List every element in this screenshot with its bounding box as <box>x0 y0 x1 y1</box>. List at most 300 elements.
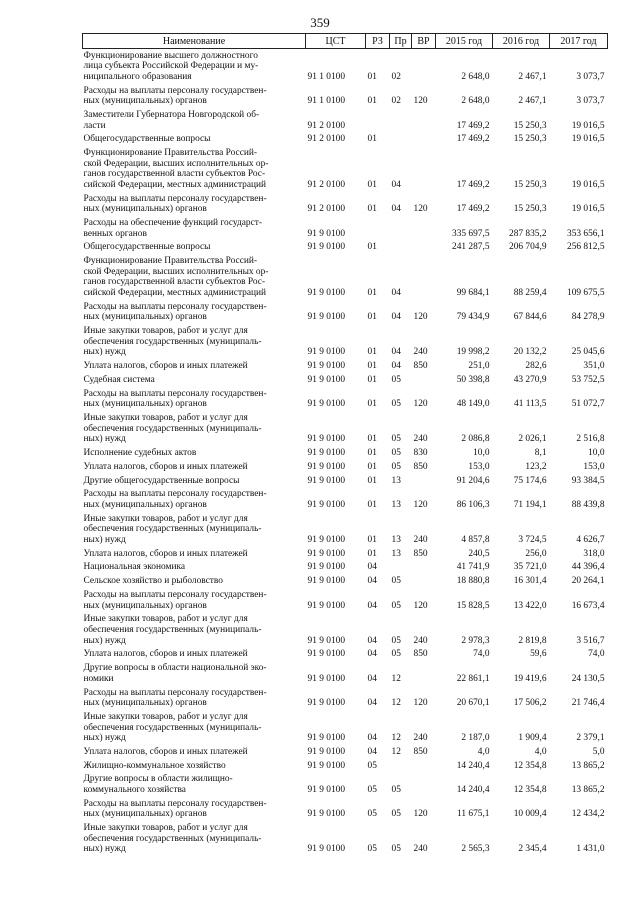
budget-table <box>82 33 608 857</box>
row-pr: 05 <box>391 434 401 445</box>
row-rz: 05 <box>367 844 377 855</box>
row-2015: 2 187,0 <box>461 733 490 744</box>
row-2017: 3 516,7 <box>576 635 605 646</box>
row-2016: 10 009,4 <box>513 809 547 820</box>
table-row <box>83 588 608 612</box>
row-name: Сельское хозяйство и рыболовство <box>83 576 223 587</box>
table-row <box>83 662 608 686</box>
row-cst: 91 9 0100 <box>307 698 345 709</box>
row-pr <box>390 216 412 240</box>
row-vr: 850 <box>413 649 428 660</box>
row-rz: 01 <box>367 134 377 145</box>
row-name: Расходы на обеспечение функций государст- венных органов <box>83 218 263 239</box>
table-row <box>83 773 608 797</box>
table-row <box>83 575 608 589</box>
row-2016: 15 250,3 <box>513 134 547 145</box>
row-name: Другие вопросы в области национальной эко- номики <box>83 663 267 684</box>
row-2015: 15 828,5 <box>456 600 490 611</box>
row-cst: 91 2 0100 <box>307 204 345 215</box>
row-vr: 120 <box>413 499 428 510</box>
table-row <box>83 300 608 324</box>
row-2017: 21 746,4 <box>571 698 605 709</box>
row-2015: 17 469,2 <box>456 204 490 215</box>
table-row <box>83 613 608 648</box>
table-row <box>83 474 608 488</box>
row-name: Иные закупки товаров, работ и услуг для обеспечения государственных (муниципаль- ных) нужд <box>83 711 262 744</box>
row-vr: 120 <box>413 312 428 323</box>
row-2017: 24 130,5 <box>571 673 605 684</box>
row-2016: 12 354,8 <box>513 785 547 796</box>
row-2016: 123,2 <box>525 461 547 472</box>
header-cst: ЦСТ <box>306 34 366 49</box>
row-2017: 19 016,5 <box>571 134 605 145</box>
row-name: Уплата налогов, сборов и иных платежей <box>83 361 248 372</box>
row-cst: 91 9 0100 <box>307 434 345 445</box>
row-name: Расходы на выплаты персоналу государствен- ных (муниципальных) органов <box>83 590 267 611</box>
row-vr: 850 <box>413 746 428 757</box>
row-pr: 12 <box>391 673 401 684</box>
row-name: Иные закупки товаров, работ и услуг для обеспечения государственных (муниципаль- ных) нужд <box>83 413 262 445</box>
row-name: Иные закупки товаров, работ и услуг для обеспечения государственных (муниципаль- ных) нужд <box>83 614 262 646</box>
row-2017: 20 264,1 <box>571 576 605 587</box>
row-rz <box>366 216 390 240</box>
row-vr: 120 <box>413 204 428 215</box>
row-2016: 59,6 <box>530 649 547 660</box>
row-name: Общегосударственные вопросы <box>83 134 211 145</box>
row-pr: 05 <box>391 600 401 611</box>
row-rz: 05 <box>367 785 377 796</box>
row-rz: 01 <box>367 347 377 358</box>
row-vr <box>412 759 436 773</box>
row-rz: 01 <box>367 475 377 486</box>
row-2017: 19 016,5 <box>571 120 605 131</box>
row-rz: 01 <box>367 434 377 445</box>
row-cst: 91 9 0100 <box>307 448 345 458</box>
row-name: Судебная система <box>83 374 155 385</box>
row-2015: 2 648,0 <box>461 96 490 107</box>
row-name: Расходы на выплаты персоналу государствен- ных (муниципальных) органов <box>83 489 267 510</box>
row-name: Другие общегосударственные вопросы <box>83 475 240 486</box>
row-name: Расходы на выплаты персоналу государствен- ных (муниципальных) органов <box>83 798 267 820</box>
row-rz: 01 <box>367 204 377 215</box>
row-pr: 05 <box>391 635 401 646</box>
row-2016: 4,0 <box>534 746 547 757</box>
row-2016: 43 270,9 <box>513 374 547 385</box>
row-rz: 01 <box>367 179 377 190</box>
row-cst: 91 1 0100 <box>307 71 345 82</box>
row-name: Расходы на выплаты персоналу государствен- ных (муниципальных) органов <box>83 85 267 107</box>
row-rz: 04 <box>367 635 377 646</box>
row-2015: 10,0 <box>473 448 490 458</box>
row-vr <box>412 241 436 255</box>
row-cst: 91 9 0100 <box>307 562 345 573</box>
row-2016: 19 419,6 <box>513 673 547 684</box>
row-cst: 91 9 0100 <box>307 287 345 298</box>
row-cst: 91 9 0100 <box>307 785 345 796</box>
table-row <box>83 797 608 821</box>
row-name: Иные закупки товаров, работ и услуг для обеспечения государственных (муниципаль- ных) нужд <box>83 513 262 545</box>
row-name: Иные закупки товаров, работ и услуг для обеспечения государственных (муниципаль- ных) нужд <box>83 823 262 855</box>
row-pr: 04 <box>391 347 401 358</box>
row-2015: 4,0 <box>477 746 490 757</box>
row-vr: 120 <box>413 399 428 410</box>
row-pr <box>390 241 412 255</box>
row-cst: 91 9 0100 <box>307 548 345 559</box>
row-2015: 99 684,1 <box>456 287 490 298</box>
row-2017: 88 439,8 <box>571 499 605 510</box>
row-2015: 241 287,5 <box>452 242 490 253</box>
row-2016: 12 354,8 <box>513 760 547 771</box>
row-name: Расходы на выплаты персоналу государствен- ных (муниципальных) органов <box>83 301 267 323</box>
row-2015: 20 670,1 <box>456 698 490 709</box>
row-rz: 01 <box>367 96 377 107</box>
row-2017: 51 072,7 <box>571 399 605 410</box>
row-cst: 91 9 0100 <box>307 635 345 646</box>
row-rz: 01 <box>367 71 377 82</box>
row-vr: 240 <box>413 534 428 545</box>
row-cst: 91 9 0100 <box>307 673 345 684</box>
row-name: Расходы на выплаты персоналу государствен- ных (муниципальных) органов <box>83 388 267 410</box>
table-row <box>83 822 608 857</box>
table-row <box>83 547 608 561</box>
row-pr: 05 <box>391 785 401 796</box>
table-row <box>83 710 608 745</box>
row-2015: 2 086,8 <box>461 434 490 445</box>
row-2016: 16 301,4 <box>513 576 547 587</box>
row-2017: 19 016,5 <box>571 204 605 215</box>
row-rz: 04 <box>367 576 377 587</box>
row-vr <box>412 133 436 147</box>
row-pr: 05 <box>391 576 401 587</box>
row-vr: 850 <box>413 461 428 472</box>
row-2016: 206 704,9 <box>509 242 547 253</box>
row-name: Национальная экономика <box>83 562 186 573</box>
row-pr: 04 <box>391 204 401 215</box>
row-name: Функционирование высшего должностного лица субъекта Российской Федерации и му- ниципального образования <box>83 50 259 82</box>
row-rz: 01 <box>367 242 377 253</box>
row-rz: 01 <box>367 399 377 410</box>
row-2016: 282,6 <box>525 361 547 372</box>
row-vr <box>412 108 436 132</box>
row-vr: 240 <box>413 635 428 646</box>
row-2016: 17 506,2 <box>513 698 547 709</box>
table-row <box>83 49 608 84</box>
row-2017: 10,0 <box>588 448 605 458</box>
row-vr <box>412 373 436 387</box>
row-2017: 318,0 <box>583 548 605 559</box>
row-rz: 01 <box>367 361 377 372</box>
row-2015: 2 978,3 <box>461 635 490 646</box>
row-pr: 05 <box>391 844 401 855</box>
row-name: Исполнение судебных актов <box>83 448 197 458</box>
row-2017: 12 434,2 <box>571 809 605 820</box>
row-name: Другие вопросы в области жилищно- коммунального хозяйства <box>83 774 233 796</box>
row-name: Расходы на выплаты персоналу государствен- ных (муниципальных) органов <box>83 687 267 709</box>
row-cst: 91 9 0100 <box>307 242 345 253</box>
row-2016: 2 026,1 <box>518 434 547 445</box>
row-2016: 15 250,3 <box>513 179 547 190</box>
row-2017: 3 073,7 <box>576 96 605 107</box>
row-rz: 01 <box>367 534 377 545</box>
row-2015: 335 697,5 <box>452 228 490 239</box>
row-rz: 04 <box>367 649 377 660</box>
table-row <box>83 360 608 374</box>
row-pr: 05 <box>391 809 401 820</box>
row-2015: 240,5 <box>468 548 490 559</box>
table-row <box>83 759 608 773</box>
row-2015: 91 204,6 <box>456 475 490 486</box>
row-vr: 120 <box>413 698 428 709</box>
row-rz: 01 <box>367 312 377 323</box>
row-pr: 12 <box>391 698 401 709</box>
header-rz: РЗ <box>366 34 390 49</box>
row-2017: 2 516,8 <box>576 434 605 445</box>
row-name: Жилищно-коммунальное хозяйство <box>83 760 226 771</box>
row-cst: 91 2 0100 <box>307 120 345 131</box>
row-2016: 287 835,2 <box>509 228 547 239</box>
row-vr <box>412 49 436 84</box>
row-pr <box>390 561 412 575</box>
header-pr: Пр <box>390 34 412 49</box>
row-vr: 120 <box>413 600 428 611</box>
row-2015: 251,0 <box>468 361 490 372</box>
table-row <box>83 648 608 662</box>
row-vr <box>412 773 436 797</box>
row-cst: 91 9 0100 <box>307 461 345 472</box>
row-2017: 1 431,0 <box>576 844 605 855</box>
header-2016: 2016 год <box>493 34 550 49</box>
row-pr: 05 <box>391 399 401 410</box>
row-rz: 05 <box>367 760 377 771</box>
page-number: 359 <box>310 15 330 30</box>
row-rz <box>366 108 390 132</box>
row-2015: 18 880,8 <box>456 576 490 587</box>
row-rz: 05 <box>367 809 377 820</box>
row-2015: 4 857,8 <box>461 534 490 545</box>
row-vr: 240 <box>413 434 428 445</box>
row-pr: 05 <box>391 374 401 385</box>
row-pr: 12 <box>391 733 401 744</box>
row-vr <box>412 255 436 301</box>
row-2016: 256,0 <box>525 548 547 559</box>
row-pr: 02 <box>391 96 401 107</box>
row-2016: 15 250,3 <box>513 120 547 131</box>
row-name: Функционирование Правительства Россий- ской Федерации, высших исполнительных ор- ганов государственной власти субъектов Рос- сийской Федерации, местных администраций <box>83 148 269 190</box>
row-pr <box>390 759 412 773</box>
table-row <box>83 561 608 575</box>
table-row <box>83 373 608 387</box>
row-cst: 91 9 0100 <box>307 228 345 239</box>
row-rz: 04 <box>367 562 377 573</box>
row-pr <box>390 133 412 147</box>
header-2017: 2017 год <box>550 34 608 49</box>
row-pr: 13 <box>391 534 401 545</box>
table-row <box>83 192 608 216</box>
row-cst: 91 9 0100 <box>307 844 345 855</box>
row-cst: 91 2 0100 <box>307 179 345 190</box>
row-rz: 04 <box>367 746 377 757</box>
row-2017: 353 656,1 <box>567 228 605 239</box>
table-row <box>83 446 608 460</box>
row-cst: 91 2 0100 <box>307 134 345 145</box>
row-2017: 2 379,1 <box>576 733 605 744</box>
row-name: Уплата налогов, сборов и иных платежей <box>83 649 248 660</box>
row-rz: 01 <box>367 448 377 458</box>
table-row <box>83 745 608 759</box>
row-2016: 2 467,1 <box>518 96 547 107</box>
row-vr: 240 <box>413 844 428 855</box>
row-vr <box>412 216 436 240</box>
row-rz: 04 <box>367 698 377 709</box>
row-cst: 91 9 0100 <box>307 649 345 660</box>
row-2016: 35 721,0 <box>513 562 547 573</box>
header-name: Наименование <box>83 34 306 49</box>
row-2016: 15 250,3 <box>513 204 547 215</box>
row-name: Заместители Губернатора Новгородской об- ласти <box>83 109 260 131</box>
row-2017: 5,0 <box>592 746 605 757</box>
row-2016: 41 113,5 <box>514 399 547 410</box>
row-2017: 93 384,5 <box>571 475 605 486</box>
row-2015: 17 469,2 <box>456 120 490 131</box>
row-rz: 01 <box>367 548 377 559</box>
row-2017: 74,0 <box>588 649 605 660</box>
row-pr: 12 <box>391 746 401 757</box>
row-vr <box>412 561 436 575</box>
row-cst: 91 9 0100 <box>307 600 345 611</box>
row-2016: 67 844,6 <box>513 312 547 323</box>
table-row <box>83 488 608 512</box>
row-pr: 05 <box>391 448 401 458</box>
row-cst: 91 1 0100 <box>307 96 345 107</box>
header-row <box>83 34 608 49</box>
row-2016: 88 259,4 <box>513 287 547 298</box>
header-2015: 2015 год <box>436 34 493 49</box>
row-2016: 75 174,6 <box>513 475 547 486</box>
row-2015: 11 675,1 <box>457 809 490 820</box>
row-vr: 120 <box>413 809 428 820</box>
row-vr <box>412 147 436 193</box>
header-vr: ВР <box>412 34 436 49</box>
row-2015: 19 998,2 <box>456 347 490 358</box>
row-name: Общегосударственные вопросы <box>83 242 211 253</box>
row-2016: 13 422,0 <box>513 600 547 611</box>
row-2015: 14 240,4 <box>456 760 490 771</box>
row-2017: 13 865,2 <box>571 785 605 796</box>
row-pr: 13 <box>391 475 401 486</box>
row-vr <box>412 474 436 488</box>
row-2017: 351,0 <box>583 361 605 372</box>
row-cst: 91 9 0100 <box>307 534 345 545</box>
row-pr: 04 <box>391 312 401 323</box>
row-rz: 04 <box>367 673 377 684</box>
row-2017: 153,0 <box>583 461 605 472</box>
row-pr: 05 <box>391 649 401 660</box>
row-2015: 2 565,3 <box>461 844 490 855</box>
row-rz: 01 <box>367 461 377 472</box>
row-2015: 50 398,8 <box>456 374 490 385</box>
row-cst: 91 9 0100 <box>307 809 345 820</box>
table-row <box>83 255 608 301</box>
table-row <box>83 387 608 411</box>
row-2017: 109 675,5 <box>567 287 605 298</box>
row-rz: 01 <box>367 374 377 385</box>
row-2017: 84 278,9 <box>571 312 605 323</box>
table-row <box>83 411 608 446</box>
row-2015: 74,0 <box>473 649 490 660</box>
row-pr: 04 <box>391 287 401 298</box>
row-2016: 71 194,1 <box>513 499 547 510</box>
row-2017: 256 812,5 <box>567 242 605 253</box>
row-2016: 1 909,4 <box>518 733 547 744</box>
table-row <box>83 686 608 710</box>
row-2016: 3 724,5 <box>518 534 547 545</box>
row-pr: 05 <box>391 461 401 472</box>
row-vr: 240 <box>413 733 428 744</box>
row-vr: 850 <box>413 361 428 372</box>
row-pr: 13 <box>391 499 401 510</box>
row-pr <box>390 108 412 132</box>
table-row <box>83 460 608 474</box>
table-row <box>83 133 608 147</box>
row-2017: 53 752,5 <box>571 374 605 385</box>
table-row <box>83 84 608 108</box>
table-row <box>83 147 608 193</box>
row-2017: 25 045,6 <box>571 347 605 358</box>
table-row <box>83 241 608 255</box>
row-2015: 41 741,9 <box>456 562 490 573</box>
table-row <box>83 108 608 132</box>
row-pr: 04 <box>391 179 401 190</box>
row-2017: 19 016,5 <box>571 179 605 190</box>
row-vr <box>412 575 436 589</box>
row-2016: 2 467,1 <box>518 71 547 82</box>
row-2015: 48 149,0 <box>456 399 490 410</box>
row-name: Расходы на выплаты персоналу государствен- ных (муниципальных) органов <box>83 193 267 215</box>
row-pr: 02 <box>391 71 401 82</box>
row-cst: 91 9 0100 <box>307 576 345 587</box>
row-cst: 91 9 0100 <box>307 499 345 510</box>
row-name: Уплата налогов, сборов и иных платежей <box>83 746 248 757</box>
row-vr: 830 <box>413 448 428 458</box>
row-cst: 91 9 0100 <box>307 760 345 771</box>
row-pr: 13 <box>391 548 401 559</box>
row-name: Уплата налогов, сборов и иных платежей <box>83 461 248 472</box>
row-name: Функционирование Правительства Россий- ской Федерации, высших исполнительных ор- ганов государственной власти субъектов Рос- сийской Федерации, местных администраций <box>83 256 269 298</box>
row-vr: 240 <box>413 347 428 358</box>
row-rz: 04 <box>367 733 377 744</box>
row-2015: 22 861,1 <box>456 673 490 684</box>
row-name: Уплата налогов, сборов и иных платежей <box>83 548 248 559</box>
row-2017: 44 396,4 <box>571 562 605 573</box>
row-2015: 17 469,2 <box>456 179 490 190</box>
row-2017: 3 073,7 <box>576 71 605 82</box>
row-cst: 91 9 0100 <box>307 347 345 358</box>
row-cst: 91 9 0100 <box>307 399 345 410</box>
row-2016: 2 345,4 <box>518 844 547 855</box>
row-2017: 13 865,2 <box>571 760 605 771</box>
row-2017: 4 626,7 <box>576 534 605 545</box>
row-2015: 86 106,3 <box>456 499 490 510</box>
row-2015: 17 469,2 <box>456 134 490 145</box>
row-2016: 8,1 <box>534 448 547 458</box>
row-vr: 850 <box>413 548 428 559</box>
row-2016: 2 819,8 <box>518 635 547 646</box>
row-2015: 79 434,9 <box>456 312 490 323</box>
row-rz: 01 <box>367 499 377 510</box>
row-2017: 16 673,4 <box>571 600 605 611</box>
row-2015: 153,0 <box>468 461 490 472</box>
row-cst: 91 9 0100 <box>307 733 345 744</box>
